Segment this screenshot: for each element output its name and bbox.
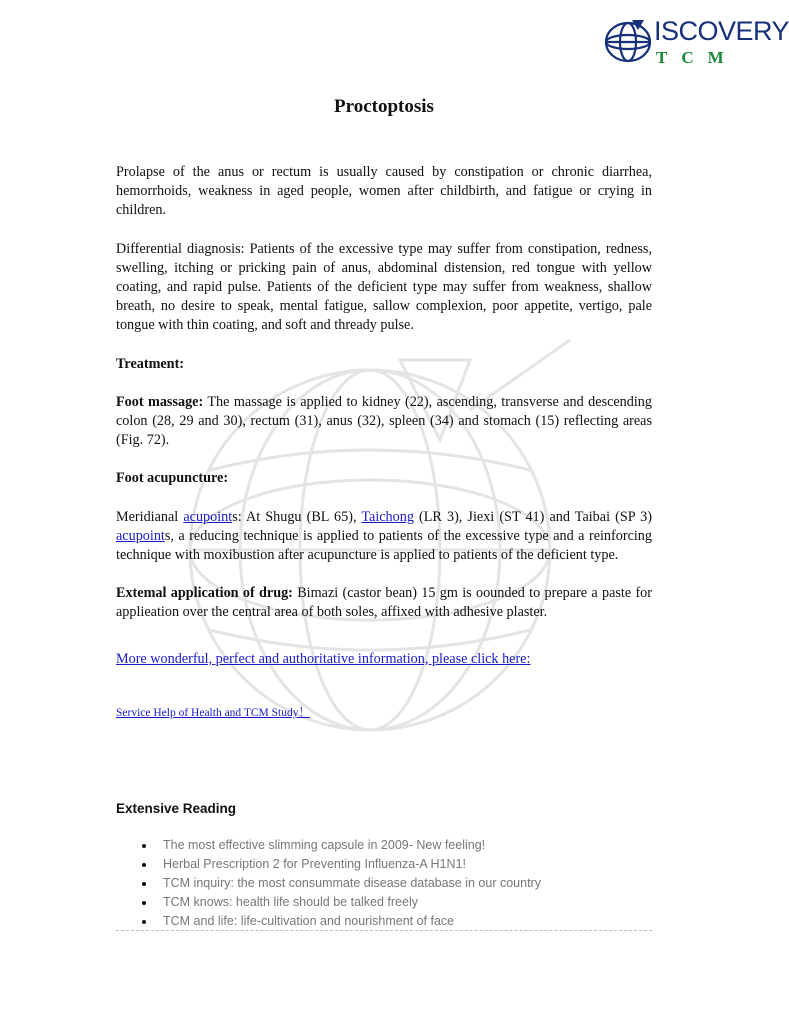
service-help-paragraph [116,703,652,723]
treatment-heading-text: Treatment: [116,355,185,372]
list-item-text: TCM knows: health life should be talked freely [163,895,418,909]
service-help-link[interactable]: Service Help of Health and TCM Study！ [116,706,310,719]
foot-acupuncture-heading-text: Foot acupuncture: [116,470,229,487]
treatment-heading [116,355,652,374]
meridianal-text-3: (LR 3), Jiexi (ST 41) and Taibai (SP 3) [413,508,652,525]
more-info-paragraph [116,650,652,669]
list-item[interactable] [116,912,656,931]
list-item-text: Herbal Prescription 2 for Preventing Influenza-A H1N1! [163,857,466,871]
globe-icon [602,18,656,64]
foot-acupuncture-heading [116,469,652,488]
foot-massage-text: The massage is applied to kidney (22), ascending, transverse and descending colon (28, 29 and 30), rectum (31), anus (32), spleen (34) and stomach (15) reflecting areas (Fig. 72). [116,393,652,449]
external-application-paragraph [116,584,652,622]
bullet-icon [142,844,146,848]
foot-massage-label: Foot massage: [116,393,204,410]
bullet-icon [142,920,146,924]
external-application-text: Bimazi (castor bean) 15 gm is oounded to prepare a paste for applieation over the central area of both soles, affixed with adhesive plaster. [116,585,652,621]
list-item-text: The most effective slimming capsule in 2009- New feeling! [163,838,486,852]
list-item[interactable] [116,893,656,912]
list-item[interactable] [116,836,656,855]
extensive-reading-title: Extensive Reading [116,801,237,816]
bullet-icon [142,901,146,905]
intro-paragraph: Prolapse of the anus or rectum is usually caused by constipation or chronic diarrhea, hemorrhoids, weakness in aged people, women after childbirth, and fatigue or crying in children. [116,164,652,219]
taichong-link[interactable]: Taichong [361,508,414,525]
differential-paragraph: Differential diagnosis: Patients of the excessive type may suffer from constipation, redness, swelling, itching or pricking pain of anus, abdominal distension, red tongue with yellow coating, and rapid pulse. Patients of the deficient type may suffer from weakness, shallow breath, no desire to speak, mental fatigue, sallow complexion, poor appetite, vertigo, pale tongue with thin coating, and soft and thready pulse. [116,240,652,334]
meridianal-text-1: Meridianal [116,508,184,525]
logo-subtitle: TCM [656,48,738,67]
list-item[interactable] [116,874,656,893]
meridianal-text-4: s, a reducing technique is applied to patients of the excessive type and a reinforcing technique with moxibustion after acupuncture is applied to patients of the deficient type. [116,527,652,564]
bullet-icon [142,863,146,867]
meridianal-paragraph [116,508,652,566]
discovery-tcm-logo [602,14,789,72]
list-item[interactable] [116,855,656,874]
bullet-icon [142,882,146,886]
acupoint-link-1[interactable]: acupoint [183,508,233,525]
page-title: Proctoptosis [334,96,434,117]
list-item-text: TCM inquiry: the most consummate disease database in our country [163,876,541,890]
logo-wordmark: ISCOVERY [654,16,789,46]
article-body [116,163,652,742]
foot-massage-paragraph [116,393,652,451]
extensive-reading-list [116,836,656,931]
list-item-text: TCM and life: life-cultivation and nourishment of face [163,914,455,928]
acupoint-link-2[interactable]: acupoint [116,527,165,544]
external-application-label: Extemal application of drug: [116,585,293,602]
more-info-link[interactable]: More wonderful, perfect and authoritative information, please click here: [116,650,531,667]
dashed-divider [116,930,652,931]
meridianal-text-2: s: At Shugu (BL 65), [232,508,362,525]
